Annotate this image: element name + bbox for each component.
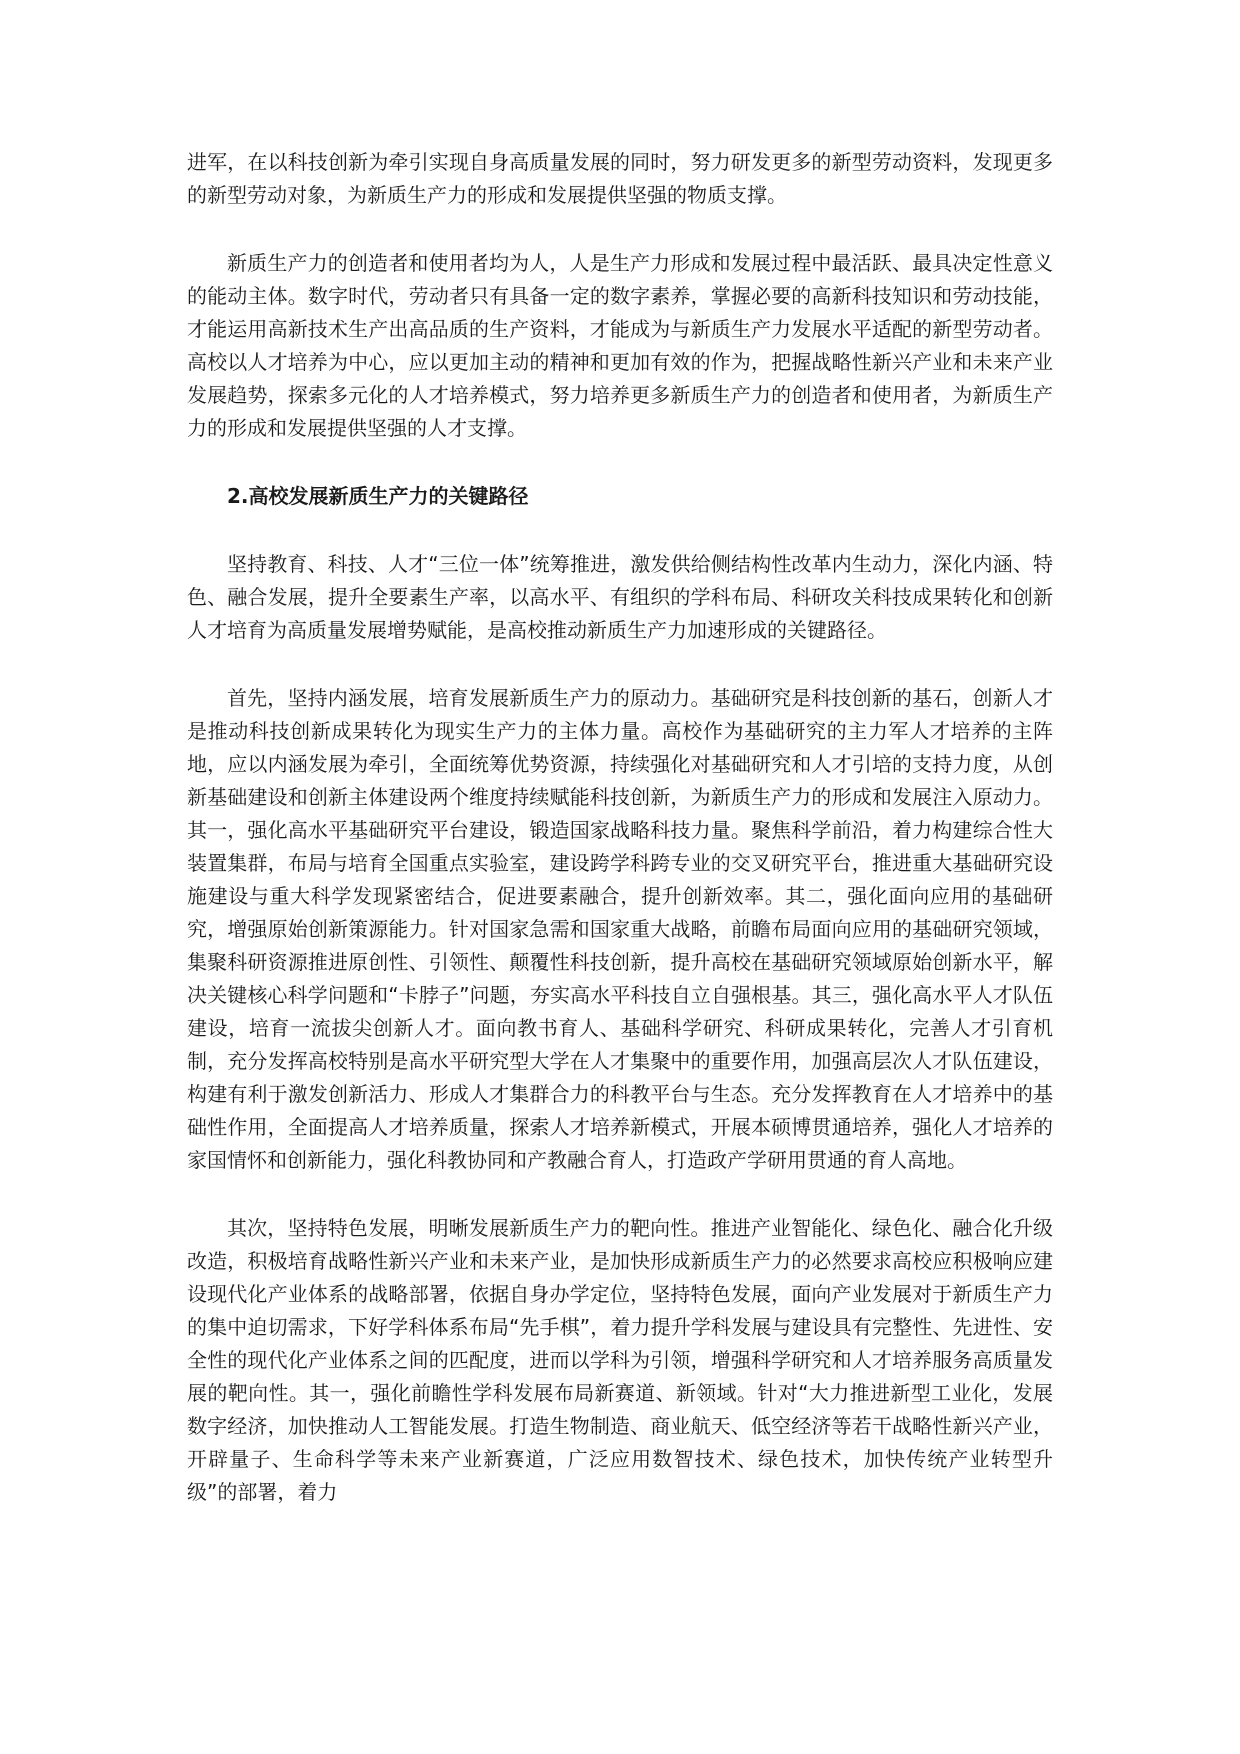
paragraph-first-connotation: 首先，坚持内涵发展，培育发展新质生产力的原动力。基础研究是科技创新的基石，创新人才是推动科技创新成果转化为现实生产力的主体力量。高校作为基础研究的主力军人才培养的主阵地，应以内涵发展为牵引，全面统筹优势资源，持续强化对基础研究和人才引培的支持力度，从创新基础建设和创新主体建设两个维度持续赋能科技创新，为新质生产力的形成和发展注入原动力。其一，强化高水平基础研究平台建设，锻造国家战略科技力量。聚焦科学前沿，着力构建综合性大装置集群，布局与培育全国重点实验室，建设跨学科跨专业的交叉研究平台，推进重大基础研究设施建设与重大科学发现紧密结合，促进要素融合，提升创新效率。其二，强化面向应用的基础研究，增强原始创新策源能力。针对国家急需和国家重大战略，前瞻布局面向应用的基础研究领域，集聚科研资源推进原创性、引领性、颠覆性科技创新，提升高校在基础研究领域原始创新水平，解决关键核心科学问题和“卡脖子”问题，夯实高水平科技自立自强根基。其三，强化高水平人才队伍建设，培育一流拔尖创新人才。面向教书育人、基础科学研究、科研成果转化，完善人才引育机制，充分发挥高校特别是高水平研究型大学在人才集聚中的重要作用，加强高层次人才队伍建设，构建有利于激发创新活力、形成人才集群合力的科教平台与生态。充分发挥教育在人才培养中的基础性作用，全面提高人才培养质量，探索人才培养新模式，开展本硕博贯通培养，强化人才培养的家国情怀和创新能力，强化科教协同和产教融合育人，打造政产学研用贯通的育人高地。 xyxy=(187,686,1053,1172)
paragraph-key-path-intro: 坚持教育、科技、人才“三位一体”统筹推进，激发供给侧结构性改革内生动力，深化内涵、特色、融合发展，提升全要素生产率，以高水平、有组织的学科布局、科研攻关科技成果转化和创新人才培育为高质量发展增势赋能，是高校推动新质生产力加速形成的关键路径。 xyxy=(187,552,1053,642)
paragraph-talent-support: 新质生产力的创造者和使用者均为人，人是生产力形成和发展过程中最活跃、最具决定性意义的能动主体。数字时代，劳动者只有具备一定的数字素养，掌握必要的高新科技知识和劳动技能，才能运用高新技术生产出高品质的生产资料，才能成为与新质生产力发展水平适配的新型劳动者。高校以人才培养为中心，应以更加主动的精神和更加有效的作为，把握战略性新兴产业和未来产业发展趋势，探索多元化的人才培养模式，努力培养更多新质生产力的创造者和使用者，为新质生产力的形成和发展提供坚强的人才支撑。 xyxy=(187,251,1053,440)
document-body xyxy=(187,146,1053,1544)
paragraph-continuation: 进军，在以科技创新为牵引实现自身高质量发展的同时，努力研发更多的新型劳动资料，发现更多的新型劳动对象，为新质生产力的形成和发展提供坚强的物质支撑。 xyxy=(187,150,1053,207)
paragraph-second-characteristic: 其次，坚持特色发展，明晰发展新质生产力的靶向性。推进产业智能化、绿色化、融合化升级改造，积极培育战略性新兴产业和未来产业，是加快形成新质生产力的必然要求高校应积极响应建设现代化产业体系的战略部署，依据自身办学定位，坚持特色发展，面向产业发展对于新质生产力的集中迫切需求，下好学科体系布局“先手棋”，着力提升学科发展与建设具有完整性、先进性、安全性的现代化产业体系之间的匹配度，进而以学科为引领，增强科学研究和人才培养服务高质量发展的靶向性。其一，强化前瞻性学科发展布局新赛道、新领域。针对“大力推进新型工业化，发展数字经济，加快推动人工智能发展。打造生物制造、商业航天、低空经济等若干战略性新兴产业，开辟量子、生命科学等未来产业新赛道，广泛应用数智技术、绿色技术，加快传统产业转型升级”的部署，着力 xyxy=(187,1216,1053,1504)
section-heading: 2.高校发展新质生产力的关键路径 xyxy=(227,484,529,508)
